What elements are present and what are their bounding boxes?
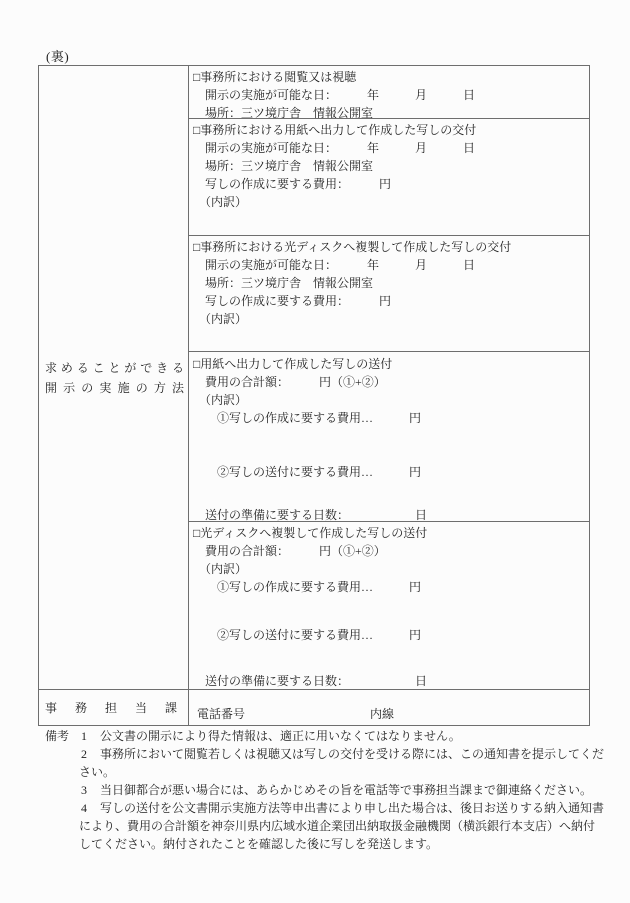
phone-number-label: 電話番号 bbox=[197, 707, 246, 721]
note-number: 1 bbox=[81, 729, 87, 743]
preparation-days-line: 送付の準備に要する日数： 日 bbox=[193, 674, 428, 688]
location-line: 場所：三ツ境庁舎 情報公開室 bbox=[193, 276, 374, 290]
checkbox-icon[interactable]: □ bbox=[193, 240, 201, 254]
admin-department-cell bbox=[39, 690, 189, 725]
method-column-header-cell bbox=[39, 66, 189, 689]
note-item-2-continuation: さい。 bbox=[79, 765, 116, 779]
section-title: 事務所における閲覧又は視聴 bbox=[200, 70, 357, 84]
note-item-2 bbox=[45, 745, 630, 763]
location-line: 場所：三ツ境庁舎 情報公開室 bbox=[193, 159, 374, 173]
breakdown-line: （内訳） bbox=[193, 562, 248, 576]
breakdown-line: （内訳） bbox=[193, 312, 248, 326]
admin-department-label: 事務担当課 bbox=[45, 701, 177, 715]
breakdown-line: （内訳） bbox=[193, 195, 248, 209]
note-number: 4 bbox=[81, 801, 87, 815]
total-cost-line: 費用の合計額： 円（①+②） bbox=[193, 375, 386, 389]
note-item-4 bbox=[45, 799, 630, 817]
note-text: 公文書の開示により得た情報は、適正に用いなくてはなりません。 bbox=[100, 729, 461, 743]
note-text: 事務所において閲覧若しくは視聴又は写しの交付を受ける際には、この通知書を提示してくだ bbox=[100, 747, 605, 761]
copy-cost-item-line: ①写しの作成に要する費用… 円 bbox=[193, 580, 422, 594]
mailing-cost-item-line: ②写しの送付に要する費用… 円 bbox=[193, 465, 422, 479]
available-date-line: 開示の実施が可能な日： 年 月 日 bbox=[193, 88, 476, 102]
page-side-label: (裏) bbox=[46, 49, 70, 64]
admin-department-row bbox=[39, 689, 589, 725]
section-title-line bbox=[193, 238, 586, 256]
available-date-line: 開示の実施が可能な日： 年 月 日 bbox=[193, 141, 476, 155]
copy-cost-line: 写しの作成に要する費用： 円 bbox=[193, 177, 392, 191]
section-title: 光ディスクへ複製して作成した写しの送付 bbox=[200, 526, 428, 540]
disclosure-method-table bbox=[38, 65, 590, 726]
preparation-days-line: 送付の準備に要する日数： 日 bbox=[193, 508, 428, 521]
method-column-label-line2: 開示の実施の方法 bbox=[45, 380, 184, 395]
note-text: 当日御都合が悪い場合には、あらかじめその旨を電話等で事務担当課まで御連絡ください。 bbox=[100, 783, 593, 797]
notes-prefix: 備考 bbox=[45, 729, 70, 743]
extension-label: 内線 bbox=[370, 707, 395, 721]
section-title-line bbox=[193, 121, 586, 139]
section-title: 事務所における光ディスクへ複製して作成した写しの交付 bbox=[200, 240, 512, 254]
checkbox-icon[interactable]: □ bbox=[193, 357, 201, 371]
section-title: 用紙へ出力して作成した写しの送付 bbox=[200, 357, 393, 371]
note-number: 3 bbox=[81, 783, 87, 797]
section-office-disc-copy bbox=[189, 235, 589, 351]
section-paper-copy-mailing bbox=[189, 351, 589, 521]
total-cost-line: 費用の合計額： 円（①+②） bbox=[193, 544, 386, 558]
note-item-4-continuation: してください。納付されたことを確認した後に写しを発送します。 bbox=[79, 837, 439, 851]
section-disc-copy-mailing bbox=[189, 521, 589, 689]
copy-cost-line: 写しの作成に要する費用： 円 bbox=[193, 294, 392, 308]
admin-contact-cell bbox=[189, 690, 589, 725]
note-item-1 bbox=[45, 727, 630, 745]
section-title-line bbox=[193, 355, 586, 373]
notes-section bbox=[45, 727, 630, 853]
section-title-line bbox=[193, 68, 586, 86]
note-item-3 bbox=[45, 781, 630, 799]
method-column-label-line1: 求めることができる bbox=[45, 360, 184, 375]
note-item-4-continuation: により、費用の合計額を神奈川県内広域水道企業団出納取扱金融機関（横浜銀行本支店）へ納付 bbox=[79, 819, 596, 833]
mailing-cost-item-line: ②写しの送付に要する費用… 円 bbox=[193, 628, 422, 642]
section-title: 事務所における用紙へ出力して作成した写しの交付 bbox=[200, 123, 477, 137]
location-line: 場所：三ツ境庁舎 情報公開室 bbox=[193, 106, 374, 118]
breakdown-line: （内訳） bbox=[193, 393, 248, 407]
section-office-viewing bbox=[189, 66, 589, 118]
copy-cost-item-line: ①写しの作成に要する費用… 円 bbox=[193, 411, 422, 425]
checkbox-icon[interactable]: □ bbox=[193, 526, 201, 540]
available-date-line: 開示の実施が可能な日： 年 月 日 bbox=[193, 258, 476, 272]
method-options-column bbox=[189, 66, 589, 689]
section-office-paper-copy bbox=[189, 118, 589, 235]
section-title-line bbox=[193, 524, 586, 542]
note-number: 2 bbox=[81, 747, 87, 761]
note-text: 写しの送付を公文書開示実施方法等申出書により申し出た場合は、後日お送りする納入通知書 bbox=[100, 801, 605, 815]
checkbox-icon[interactable]: □ bbox=[193, 70, 201, 84]
checkbox-icon[interactable]: □ bbox=[193, 123, 201, 137]
